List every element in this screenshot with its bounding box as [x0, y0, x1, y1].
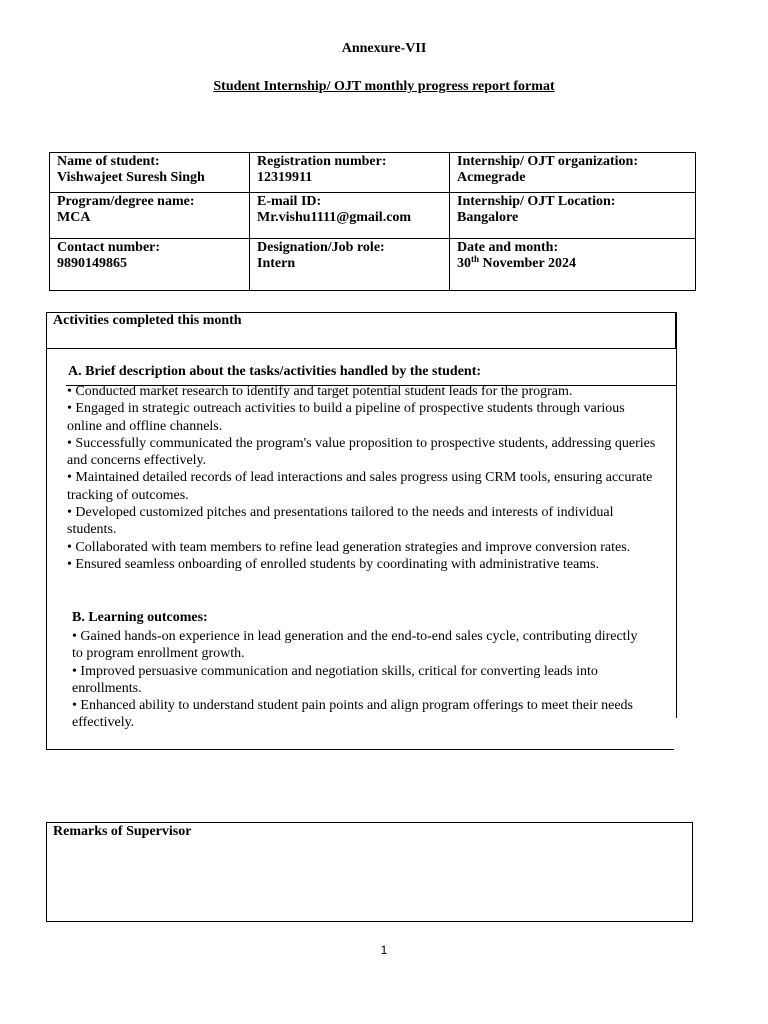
- list-item: • Conducted market research to identify and target potential student leads for the program.: [67, 384, 573, 399]
- designation-cell: [250, 239, 450, 291]
- supervisor-remarks-heading: Remarks of Supervisor: [53, 824, 192, 839]
- email-value: Mr.vishu1111@gmail.com: [257, 210, 412, 225]
- section-a-heading: A. Brief description about the tasks/activities handled by the student:: [68, 364, 482, 379]
- section-b-heading: B. Learning outcomes:: [72, 610, 208, 625]
- list-item: • Ensured seamless onboarding of enrolled students by coordinating with administrative teams.: [67, 556, 600, 572]
- registration-number-cell: [250, 153, 450, 193]
- date-month-year: November 2024: [479, 256, 576, 271]
- list-item: • Gained hands-on experience in lead generation and the end-to-end sales cycle, contributing directly to program enrollment growth.: [72, 629, 638, 662]
- field-label: Date and month:: [457, 240, 559, 255]
- registration-number-value: 12319911: [257, 170, 313, 185]
- organization-value: Acmegrade: [457, 170, 526, 185]
- location-cell: [450, 193, 696, 239]
- activities-box-right-border-lower: [676, 349, 677, 718]
- field-label: E-mail ID:: [257, 194, 322, 209]
- contact-cell: [50, 239, 250, 291]
- list-item: • Collaborated with team members to refine lead generation strategies and improve conversion rates.: [67, 539, 631, 555]
- date-suffix: th: [471, 254, 480, 264]
- field-label: Designation/Job role:: [257, 240, 385, 255]
- student-name-value: Vishwajeet Suresh Singh: [57, 170, 205, 185]
- date-day: 30: [457, 256, 471, 271]
- table-row: [50, 153, 696, 193]
- table-row: [50, 239, 696, 291]
- annexure-title: Annexure-VII: [341, 41, 427, 56]
- contact-value: 9890149865: [57, 256, 127, 271]
- field-label: Internship/ OJT organization:: [457, 154, 638, 169]
- activities-box-bottom-border: [46, 749, 674, 750]
- activities-box-right-border: [675, 312, 677, 349]
- organization-cell: [450, 153, 696, 193]
- activities-heading: Activities completed this month: [53, 313, 242, 328]
- list-item: • Maintained detailed records of lead interactions and sales progress using CRM tools, ensuring accurate tracking of outcomes.: [67, 470, 653, 503]
- student-info-table: [49, 152, 696, 291]
- tasks-list: [67, 383, 657, 573]
- email-cell: [250, 193, 450, 239]
- field-label: Contact number:: [57, 240, 161, 255]
- list-item: • Enhanced ability to understand student pain points and align program offerings to meet their needs effectively.: [72, 698, 634, 731]
- list-item: • Improved persuasive communication and negotiation skills, critical for converting leads into enrollments.: [72, 663, 598, 696]
- list-item: • Engaged in strategic outreach activities to build a pipeline of prospective students through various online and offline channels.: [67, 401, 625, 434]
- date-cell: [450, 239, 696, 291]
- learning-outcomes-list: [72, 628, 644, 732]
- date-value: [457, 256, 688, 272]
- table-row: [50, 193, 696, 239]
- program-value: MCA: [57, 210, 91, 225]
- activities-box-left-border: [46, 312, 47, 750]
- field-label: Registration number:: [257, 154, 387, 169]
- list-item: • Successfully communicated the program's value proposition to prospective students, addressing queries and concerns effectively.: [67, 435, 656, 469]
- location-value: Bangalore: [457, 210, 519, 225]
- field-label: Internship/ OJT Location:: [457, 194, 616, 209]
- list-item: • Developed customized pitches and presentations tailored to the needs and interests of individual students.: [67, 505, 614, 538]
- activities-heading-divider: [46, 348, 677, 349]
- designation-value: Intern: [257, 256, 296, 271]
- field-label: Program/degree name:: [57, 194, 195, 209]
- student-name-cell: [50, 153, 250, 193]
- report-format-title: Student Internship/ OJT monthly progress report format: [213, 79, 555, 94]
- field-label: Name of student:: [57, 154, 160, 169]
- program-cell: [50, 193, 250, 239]
- page-number: 1: [380, 943, 388, 957]
